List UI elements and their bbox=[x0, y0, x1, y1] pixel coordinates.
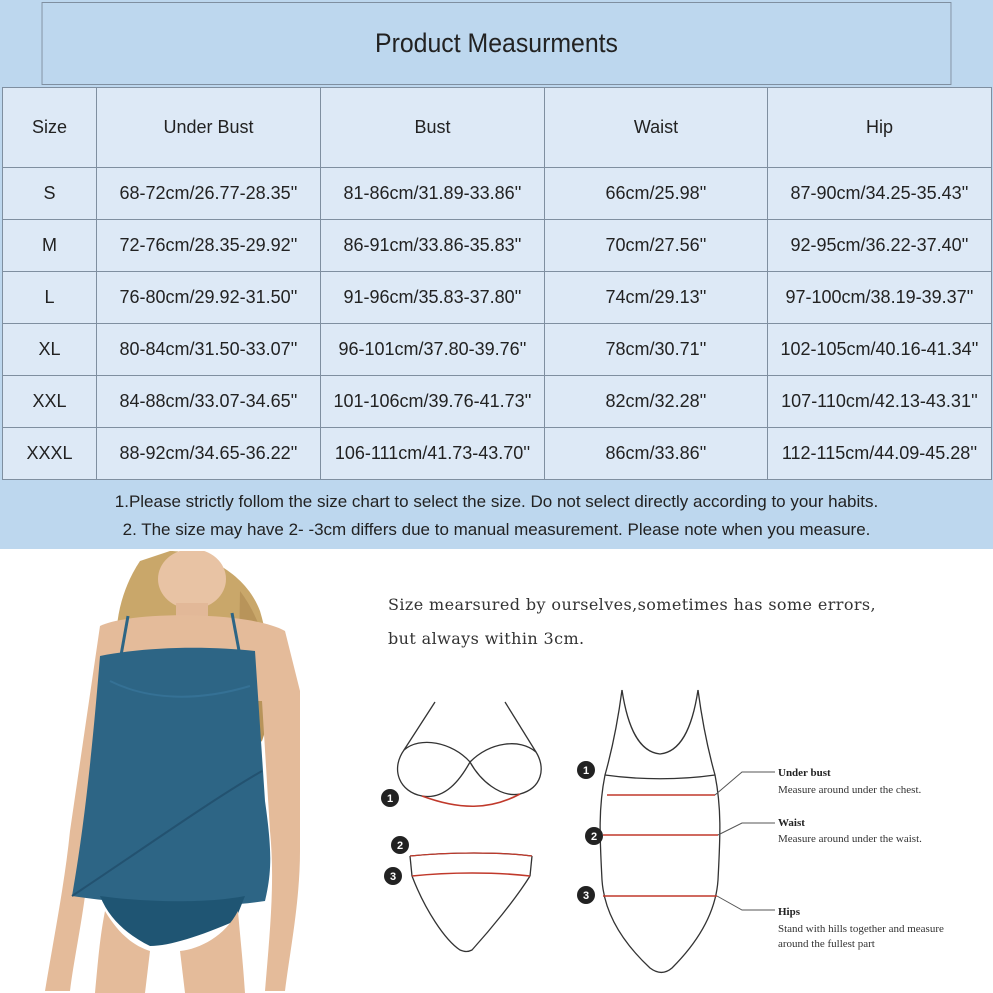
table-cell: 72-76cm/28.35-29.92'' bbox=[97, 220, 321, 272]
table-row bbox=[3, 168, 992, 220]
disclaimer-line: but always within 3cm. bbox=[388, 629, 585, 648]
table-cell: 101-106cm/39.76-41.73'' bbox=[321, 376, 545, 428]
table-header-row bbox=[3, 88, 992, 168]
table-cell: 84-88cm/33.07-34.65'' bbox=[97, 376, 321, 428]
table-cell: 102-105cm/40.16-41.34'' bbox=[768, 324, 992, 376]
bikini-bottom-illustration bbox=[410, 853, 532, 952]
measurement-guide-diagram bbox=[360, 680, 993, 993]
waist-label bbox=[778, 817, 922, 845]
table-cell: 96-101cm/37.80-39.76'' bbox=[321, 324, 545, 376]
chart-title: Product Measurments bbox=[42, 2, 952, 85]
svg-text:1: 1 bbox=[582, 765, 590, 777]
measurement-disclaimer bbox=[388, 588, 978, 656]
under-bust-label bbox=[778, 767, 922, 796]
column-header: Hip bbox=[768, 88, 992, 168]
one-piece-illustration bbox=[600, 690, 720, 973]
marker-1-left bbox=[381, 789, 399, 807]
table-cell: L bbox=[3, 272, 97, 324]
table-cell: 76-80cm/29.92-31.50'' bbox=[97, 272, 321, 324]
svg-text:3: 3 bbox=[582, 890, 590, 902]
marker-1-right bbox=[577, 761, 595, 779]
note-line: 2. The size may have 2- -3cm differs due to manual measurement. Please note when you measure. bbox=[122, 520, 871, 539]
column-header: Waist bbox=[545, 88, 768, 168]
svg-text:Measure around under the waist: Measure around under the waist. bbox=[778, 833, 922, 845]
table-cell: 92-95cm/36.22-37.40'' bbox=[768, 220, 992, 272]
table-cell: XL bbox=[3, 324, 97, 376]
svg-text:2: 2 bbox=[590, 831, 598, 843]
leader-lines bbox=[715, 772, 775, 910]
table-row bbox=[3, 272, 992, 324]
table-row bbox=[3, 376, 992, 428]
table-cell: 106-111cm/41.73-43.70'' bbox=[321, 428, 545, 480]
column-header: Bust bbox=[321, 88, 545, 168]
svg-text:Waist: Waist bbox=[778, 817, 805, 829]
table-cell: S bbox=[3, 168, 97, 220]
table-cell: XXL bbox=[3, 376, 97, 428]
table-cell: XXXL bbox=[3, 428, 97, 480]
svg-text:Stand with hills together and: Stand with hills together and measure bbox=[778, 923, 944, 935]
table-cell: 86cm/33.86'' bbox=[545, 428, 768, 480]
table-cell: 81-86cm/31.89-33.86'' bbox=[321, 168, 545, 220]
model-photo bbox=[0, 551, 340, 993]
bikini-top-illustration bbox=[398, 702, 542, 806]
table-row bbox=[3, 428, 992, 480]
svg-text:around the fullest part: around the fullest part bbox=[778, 938, 875, 950]
table-row bbox=[3, 220, 992, 272]
table-cell: 107-110cm/42.13-43.31'' bbox=[768, 376, 992, 428]
svg-text:Under bust: Under bust bbox=[778, 767, 831, 779]
marker-2-right bbox=[585, 827, 603, 845]
svg-text:1: 1 bbox=[386, 793, 394, 805]
table-cell: M bbox=[3, 220, 97, 272]
table-cell: 82cm/32.28'' bbox=[545, 376, 768, 428]
size-notes bbox=[0, 488, 993, 544]
note-line: 1.Please strictly follom the size chart to select the size. Do not select directly according to your habits. bbox=[114, 492, 879, 511]
column-header: Under Bust bbox=[97, 88, 321, 168]
marker-3-left bbox=[384, 867, 402, 885]
table-cell: 74cm/29.13'' bbox=[545, 272, 768, 324]
table-cell: 68-72cm/26.77-28.35'' bbox=[97, 168, 321, 220]
marker-2-left bbox=[391, 836, 409, 854]
table-row bbox=[3, 324, 992, 376]
disclaimer-line: Size mearsured by ourselves,sometimes has some errors, bbox=[388, 595, 877, 614]
table-cell: 86-91cm/33.86-35.83'' bbox=[321, 220, 545, 272]
table-cell: 80-84cm/31.50-33.07'' bbox=[97, 324, 321, 376]
svg-text:3: 3 bbox=[389, 871, 397, 883]
table-cell: 87-90cm/34.25-35.43'' bbox=[768, 168, 992, 220]
table-cell: 97-100cm/38.19-39.37'' bbox=[768, 272, 992, 324]
table-cell: 88-92cm/34.65-36.22'' bbox=[97, 428, 321, 480]
svg-text:Measure around under the chest: Measure around under the chest. bbox=[778, 784, 922, 796]
marker-3-right bbox=[577, 886, 595, 904]
svg-text:2: 2 bbox=[396, 840, 404, 852]
column-header: Size bbox=[3, 88, 97, 168]
table-cell: 78cm/30.71'' bbox=[545, 324, 768, 376]
table-cell: 66cm/25.98'' bbox=[545, 168, 768, 220]
table-cell: 112-115cm/44.09-45.28'' bbox=[768, 428, 992, 480]
hips-label bbox=[778, 906, 944, 950]
svg-text:Hips: Hips bbox=[778, 906, 801, 918]
table-cell: 91-96cm/35.83-37.80'' bbox=[321, 272, 545, 324]
table-cell: 70cm/27.56'' bbox=[545, 220, 768, 272]
size-table bbox=[2, 87, 992, 480]
model-illustration bbox=[0, 551, 340, 993]
